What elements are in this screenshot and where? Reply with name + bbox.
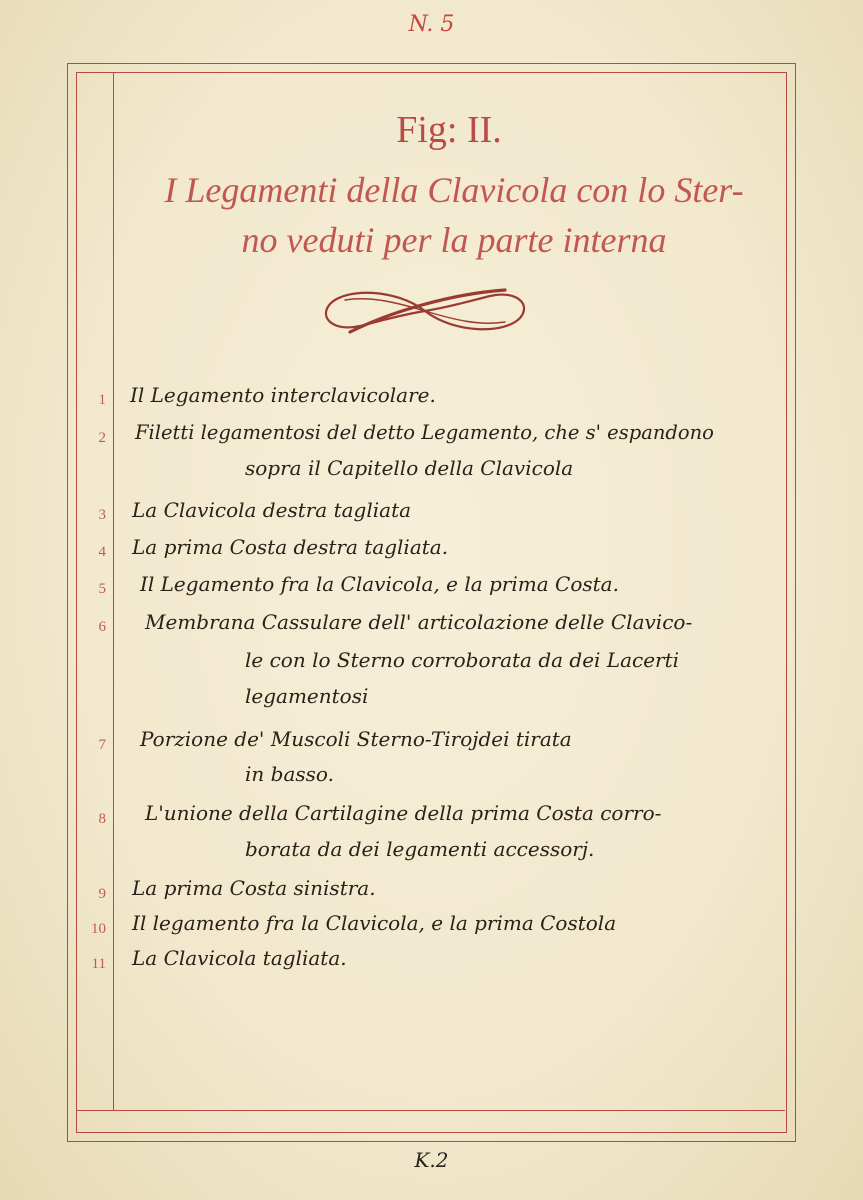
item-text-line: Porzione de' Muscoli Sterno-Tirojdei tirata (140, 727, 572, 751)
item-text-line: borata da dei legamenti accessorj. (245, 837, 595, 861)
item-number: 5 (98, 581, 106, 597)
item-number: 7 (98, 737, 106, 753)
item-text-line: Il legamento fra la Clavicola, e la prima Costola (132, 911, 617, 935)
item-number: 9 (98, 886, 106, 902)
item-text-line: sopra il Capitello della Clavicola (245, 456, 574, 480)
item-text-line: La prima Costa destra tagliata. (132, 535, 449, 559)
item-number: 11 (91, 956, 106, 972)
item-text-line: Il Legamento fra la Clavicola, e la prima Costa. (140, 572, 619, 596)
item-text-line: L'unione della Cartilagine della prima Costa corro- (145, 801, 662, 825)
item-text-line: legamentosi (245, 684, 369, 708)
figure-title: Fig: II. (396, 109, 502, 151)
subtitle-line-2: no veduti per la parte interna (241, 220, 667, 260)
item-number: 10 (91, 921, 106, 937)
item-text-line: La Clavicola tagliata. (132, 946, 347, 970)
item-number: 2 (98, 430, 106, 446)
figure-subtitle (118, 165, 790, 265)
item-text-line: Filetti legamentosi del detto Legamento, che s' espandono (135, 421, 714, 444)
item-text-line: Il Legamento interclavicolare. (130, 383, 436, 407)
item-text-line: Membrana Cassulare dell' articolazione delle Clavico- (145, 610, 693, 634)
page-signature-mark: K.2 (414, 1148, 449, 1172)
item-text-line: le con lo Sterno corroborata da dei Lacerti (245, 648, 680, 672)
item-text-line: in basso. (245, 762, 334, 786)
margin-rule (113, 72, 114, 1111)
item-text-line: La Clavicola destra tagliata (132, 498, 412, 522)
item-number: 6 (98, 619, 106, 635)
page-number-top: N. 5 (408, 12, 455, 37)
item-text-line: La prima Costa sinistra. (132, 876, 376, 900)
bottom-rule (77, 1110, 785, 1111)
subtitle-line-1: I Legamenti della Clavicola con lo Ster- (164, 170, 744, 210)
item-number: 4 (98, 544, 106, 560)
item-number: 1 (98, 392, 106, 408)
item-number: 8 (98, 811, 106, 827)
calligraphic-flourish-icon (300, 282, 550, 340)
item-number: 3 (98, 507, 106, 523)
